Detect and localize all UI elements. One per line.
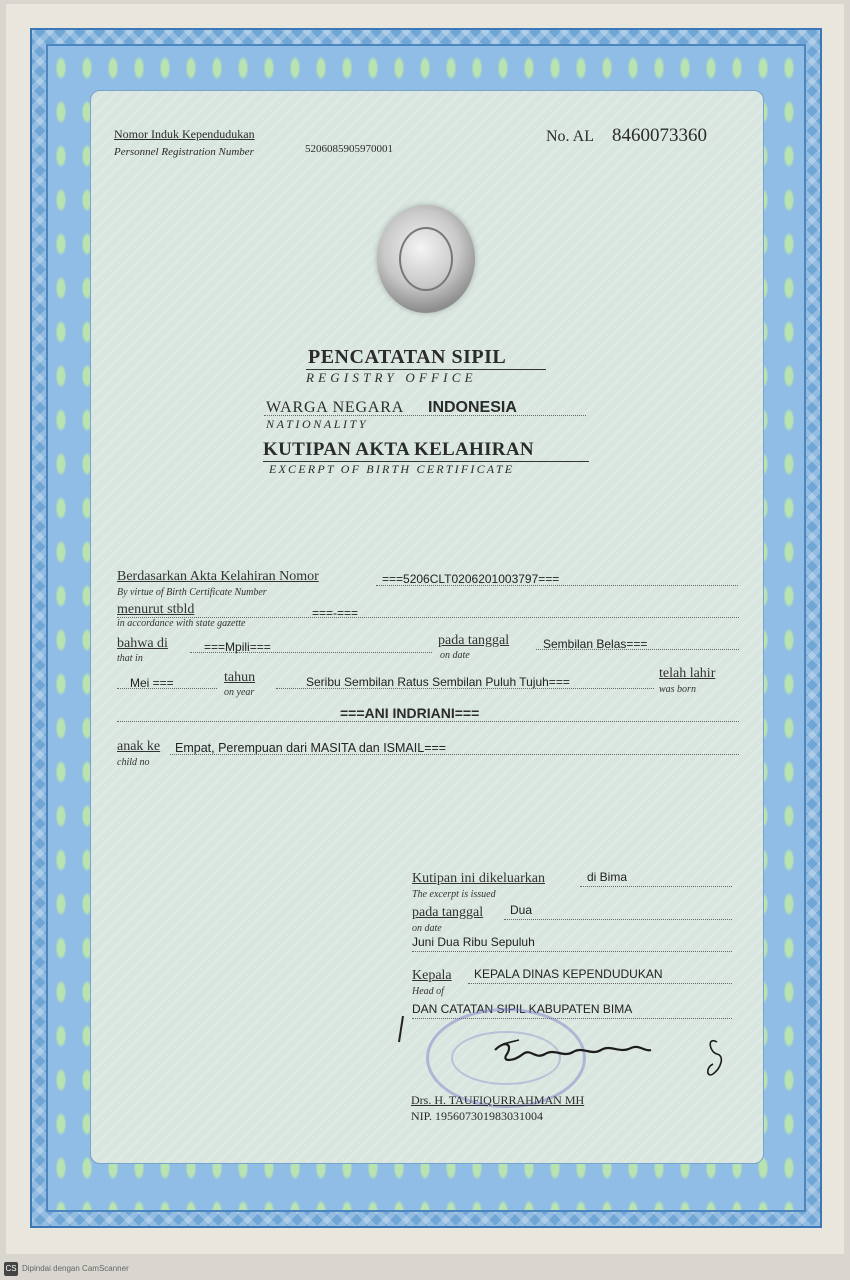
place-dots [190, 652, 432, 653]
name-dots [117, 721, 739, 722]
head-dots [468, 983, 732, 984]
nationality-label-en: NATIONALITY [266, 417, 369, 431]
child-label-en: child no [117, 757, 150, 768]
year-label-en: on year [224, 687, 255, 698]
month-dots [117, 688, 217, 689]
month-value: Mei === [130, 676, 174, 690]
office-title-en: REGISTRY OFFICE [306, 370, 477, 385]
year-label: tahun [224, 670, 256, 685]
place-label: bahwa di [117, 636, 168, 651]
stbld-label: menurut stbld [117, 602, 195, 617]
issue-date-label-en: on date [412, 923, 442, 934]
born-label: telah lahir [659, 666, 716, 681]
child-dots [170, 754, 739, 755]
child-name-value: ===ANI INDRIANI=== [340, 705, 480, 721]
head-value: KEPALA DINAS KEPENDUDUKAN [474, 967, 663, 981]
child-value: Empat, Perempuan dari MASITA dan ISMAIL=== [175, 741, 447, 755]
issued-label: Kutipan ini dikeluarkan [412, 871, 545, 886]
seal-ring [399, 227, 453, 291]
stbld-value: ===-=== [312, 606, 359, 620]
child-label: anak ke [117, 739, 161, 754]
date-label: pada tanggal [438, 633, 510, 648]
signature-icon [395, 1010, 735, 1085]
issued-label-en: The excerpt is issued [412, 889, 496, 900]
issue-date-dots-2 [412, 951, 732, 952]
year-dots [276, 688, 654, 689]
nik-label-en: Personnel Registration Number [114, 146, 254, 158]
nationality-label: WARGA NEGARA [266, 399, 405, 416]
stbld-label-en: in accordance with state gazette [117, 618, 246, 629]
place-value: ===Mpili=== [204, 640, 271, 654]
head-label: Kepala [412, 968, 452, 983]
nik-label: Nomor Induk Kependudukan [114, 127, 255, 141]
issue-date-value: Dua [510, 903, 533, 917]
basis-dots [376, 585, 738, 586]
cert-no-value: 8460073360 [612, 125, 707, 146]
garuda-hologram-seal-icon [377, 205, 475, 313]
document-title-en: EXCERPT OF BIRTH CERTIFICATE [269, 462, 515, 476]
head-value-2: DAN CATATAN SIPIL KABUPATEN BIMA [412, 1002, 633, 1016]
issue-date-value-2: Juni Dua Ribu Sepuluh [412, 935, 535, 949]
document-title: KUTIPAN AKTA KELAHIRAN [263, 439, 534, 460]
nik-value: 5206085905970001 [305, 143, 393, 155]
nationality-value: INDONESIA [428, 399, 517, 416]
cert-no-label: No. AL [546, 128, 594, 145]
issued-value: di Bima [587, 870, 628, 884]
office-title: PENCATATAN SIPIL [308, 346, 507, 368]
basis-label: Berdasarkan Akta Kelahiran Nomor [117, 569, 319, 584]
official-name: Drs. H. TAUFIQURRAHMAN MH [411, 1093, 585, 1107]
issued-dots [580, 886, 732, 887]
camscanner-logo-icon: CS [4, 1262, 18, 1276]
date-label-en: on date [440, 650, 470, 661]
nationality-dots [264, 415, 586, 416]
date-dots [536, 649, 739, 650]
year-value: Seribu Sembilan Ratus Sembilan Puluh Tujuh=== [306, 675, 570, 689]
official-nip: NIP. 195607301983031004 [411, 1109, 544, 1123]
head-label-en: Head of [412, 986, 444, 997]
date-value: Sembilan Belas=== [543, 637, 648, 651]
basis-label-en: By virtue of Birth Certificate Number [117, 587, 267, 598]
basis-value: ===5206CLT0206201003797=== [382, 572, 560, 586]
born-label-en: was born [659, 684, 696, 695]
issue-date-label: pada tanggal [412, 905, 484, 920]
issue-date-dots [504, 919, 732, 920]
scanner-watermark: Dipindai dengan CamScanner [22, 1264, 129, 1273]
place-label-en: that in [117, 653, 143, 664]
